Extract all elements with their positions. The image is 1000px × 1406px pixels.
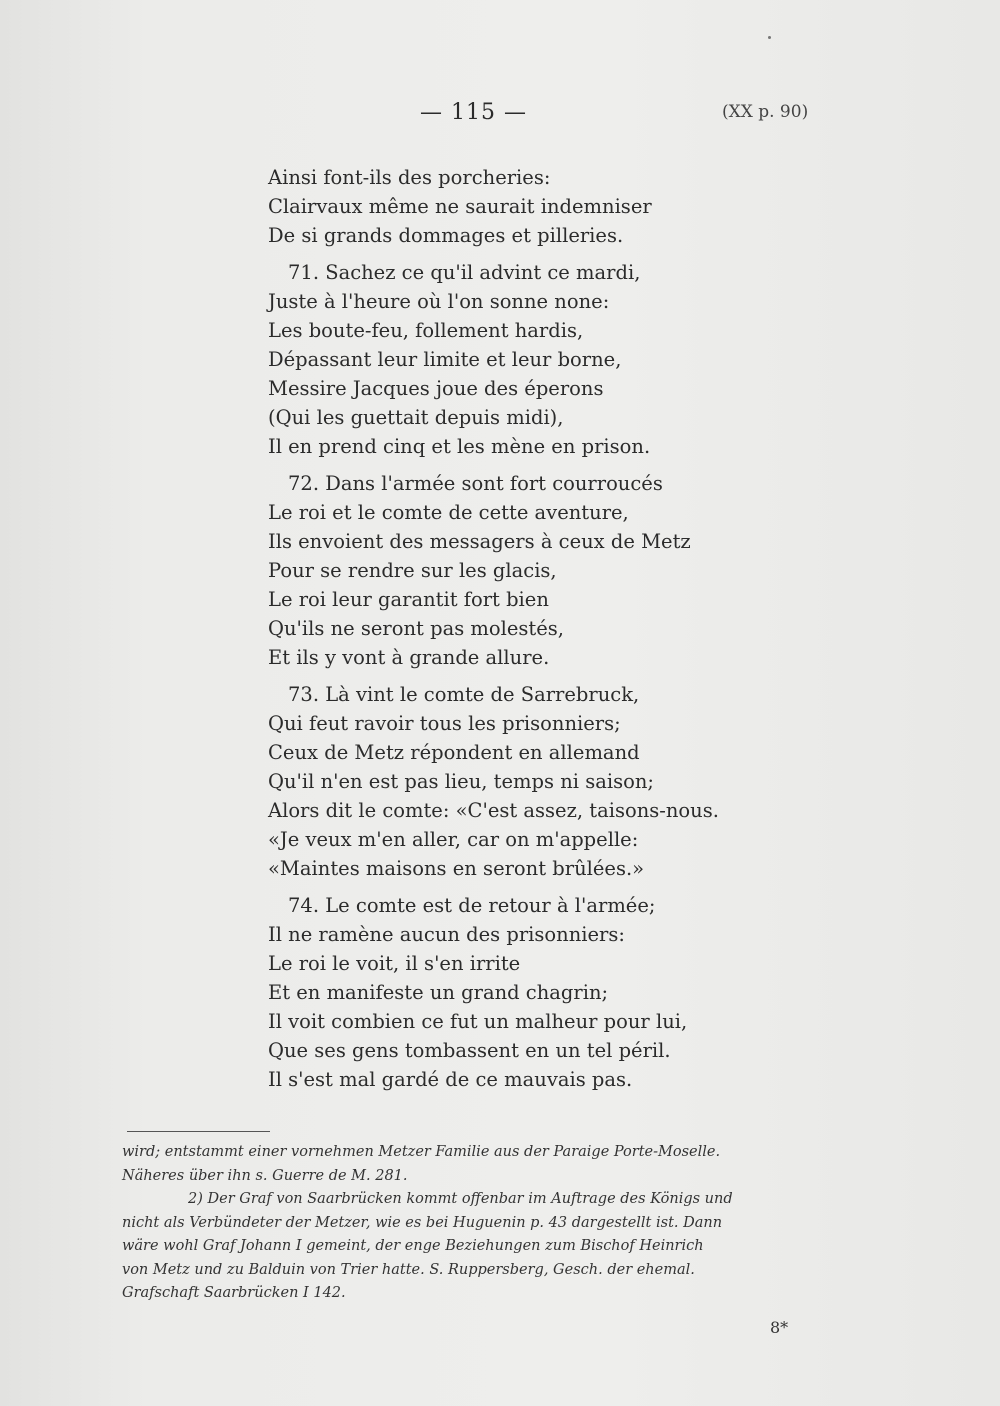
verse-line: Ils envoient des messagers à ceux de Metz [268, 530, 691, 553]
verse-line: Le roi le voit, il s'en irrite [268, 952, 521, 975]
stanza-1 [268, 163, 768, 250]
page-header [0, 100, 1000, 130]
footnote-line: 2) Der Graf von Saarbrücken kommt offenbar im Auftrage des Königs und [188, 1191, 733, 1207]
verse-line: Qui feut ravoir tous les prisonniers; [268, 712, 621, 735]
verse-line: «Je veux m'en aller, car on m'appelle: [268, 828, 639, 851]
verse-line: Messire Jacques joue des éperons [268, 377, 604, 400]
footnote-line: wird; entstammt einer vornehmen Metzer Familie aus der Paraige Porte-Moselle. [122, 1144, 721, 1160]
verse-line: 71. Sachez ce qu'il advint ce mardi, [288, 261, 641, 284]
verse-line: Qu'ils ne seront pas molestés, [268, 617, 564, 640]
verse-line: De si grands dommages et pilleries. [268, 224, 624, 247]
verse-line: Il ne ramène aucun des prisonniers: [268, 923, 625, 946]
speck [768, 36, 771, 39]
footnote-line: von Metz und zu Balduin von Trier hatte. S. Ruppersberg, Gesch. der ehemal. [122, 1261, 695, 1278]
verse-line: Il s'est mal gardé de ce mauvais pas. [268, 1068, 633, 1091]
verse-line: Ceux de Metz répondent en allemand [268, 741, 640, 764]
verse-line: Juste à l'heure où l'on sonne none: [268, 290, 610, 313]
stanza-73 [268, 680, 768, 883]
stanza-71 [268, 258, 768, 461]
verse-line: Et en manifeste un grand chagrin; [268, 981, 609, 1004]
footnote-divider [127, 1131, 270, 1132]
verse-line: Le roi leur garantit fort bien [268, 588, 549, 611]
footnote-line: nicht als Verbündeter der Metzer, wie es bei Huguenin p. 43 dargestellt ist. Dann [122, 1214, 723, 1231]
verse-line: Le roi et le comte de cette aventure, [268, 501, 629, 524]
verse-line: Il en prend cinq et les mène en prison. [268, 435, 651, 458]
verse-line: Clairvaux même ne saurait indemniser [268, 195, 652, 218]
stanza-74 [268, 891, 768, 1094]
signature-mark: 8* [770, 1318, 789, 1337]
verse-line: 74. Le comte est de retour à l'armée; [288, 894, 656, 917]
footnotes [122, 1141, 857, 1306]
footnote-line: Näheres über ihn s. Guerre de M. 281. [122, 1167, 408, 1184]
verse-line: Que ses gens tombassent en un tel péril. [268, 1039, 671, 1062]
verse-line: Dépassant leur limite et leur borne, [268, 348, 622, 371]
stanza-72 [268, 469, 768, 672]
verse-line: Et ils y vont à grande allure. [268, 646, 550, 669]
verse-line: Il voit combien ce fut un malheur pour lui, [268, 1010, 688, 1033]
verse-line: 72. Dans l'armée sont fort courroucés [288, 472, 663, 495]
verse-line: Pour se rendre sur les glacis, [268, 559, 557, 582]
page-number: — 115 — [420, 100, 527, 125]
verse-line: Les boute-feu, follement hardis, [268, 319, 584, 342]
verse-line: Alors dit le comte: «C'est assez, taisons-nous. [268, 799, 719, 822]
footnote-line: wäre wohl Graf Johann I gemeint, der enge Beziehungen zum Bischof Heinrich [122, 1238, 704, 1254]
verse-line: Ainsi font-ils des porcheries: [268, 166, 551, 189]
footnote-line: Grafschaft Saarbrücken I 142. [122, 1285, 346, 1301]
verse-line: «Maintes maisons en seront brûlées.» [268, 857, 645, 880]
verse-line: (Qui les guettait depuis midi), [268, 406, 564, 429]
poem-text [268, 163, 768, 1102]
verse-line: 73. Là vint le comte de Sarrebruck, [288, 683, 640, 706]
page-reference: (XX p. 90) [722, 102, 809, 122]
verse-line: Qu'il n'en est pas lieu, temps ni saison; [268, 770, 654, 793]
